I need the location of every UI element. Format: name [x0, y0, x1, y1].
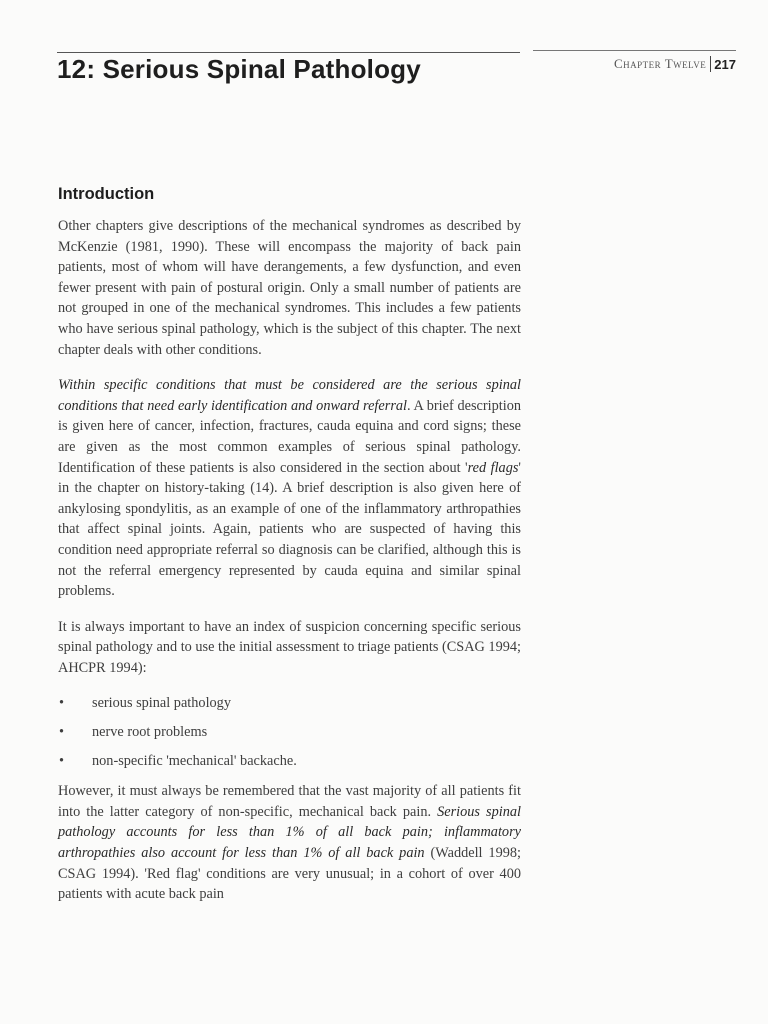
bullet-list: [58, 693, 521, 771]
paragraph-2-emphasis: Within specific conditions that must be considered are the serious spinal conditions that need early identification and onward referral: [58, 377, 521, 414]
page-number: 217: [714, 56, 736, 72]
paragraph-2-text-a: . A brief description is given here of cancer, infection, fractures, cauda equina and cord signs; these are given as the most common examples of serious spinal pathology. Identification of these patients is also considered in the section about ': [58, 397, 522, 476]
paragraph-2: [58, 375, 521, 602]
list-item-text: serious spinal pathology: [92, 695, 231, 712]
list-item: [58, 751, 521, 772]
paragraph-4: [58, 781, 521, 905]
title-rule: [57, 52, 520, 53]
paragraph-3: It is always important to have an index of suspicion concerning specific serious spinal pathology and to use the initial assessment to triage patients (CSAG 1994; AHCPR 1994):: [58, 618, 521, 676]
bullet-marker: •: [59, 724, 65, 741]
paragraph-4-text-a: However, it must always be remembered that the vast majority of all patients fit into the latter category of non-specific, mechanical back pain.: [58, 783, 521, 820]
paragraph-2-text-b: ' in the chapter on history-taking (14). A brief description is also given here of ankylosing spondylitis, as an example of one of the inflammatory arthropathies that affect spinal joints. Again, patients who are suspected of having this condition need appropriate referral so diagnosis can be clarified, although this is not the referral emergency represented by cauda equina and similar spinal problems.: [58, 459, 521, 600]
body-text: [58, 185, 521, 920]
list-item-text: nerve root problems: [92, 724, 208, 741]
paragraph-4-emphasis: Serious spinal pathology accounts for less than 1% of all back pain; inflammatory arthropathies also account for less than 1% of all back pain: [58, 803, 521, 862]
running-head: [614, 56, 736, 72]
list-item: [58, 722, 521, 743]
paragraph-1: Other chapters give descriptions of the mechanical syndromes as described by McKenzie (1981, 1990). These will encompass the majority of back pain patients, most of whom will have derangements, a few dysfunction, and even fewer present with pain of postural origin. Only a small number of patients are not grouped in one of the mechanical syndromes. This includes a few patients who have serious spinal pathology, which is the subject of this chapter. The next chapter deals with other conditions.: [58, 218, 521, 358]
bullet-marker: •: [59, 695, 65, 712]
list-item: [58, 693, 521, 714]
bullet-marker: •: [59, 752, 65, 769]
list-item-text: non-specific 'mechanical' backache.: [92, 752, 297, 769]
paragraph-4-text-b: (Waddell 1998; CSAG 1994). 'Red flag' conditions are very unusual; in a cohort of over 400 patients with acute back pain: [58, 845, 521, 903]
paragraph-2-emphasis-red-flags: red flags: [467, 459, 519, 476]
running-head-rule: [533, 50, 736, 51]
running-head-chapter: Chapter Twelve: [614, 56, 707, 71]
section-heading: Introduction: [58, 185, 155, 203]
running-head-separator: [710, 56, 711, 72]
chapter-title: 12: Serious Spinal Pathology: [57, 54, 421, 84]
